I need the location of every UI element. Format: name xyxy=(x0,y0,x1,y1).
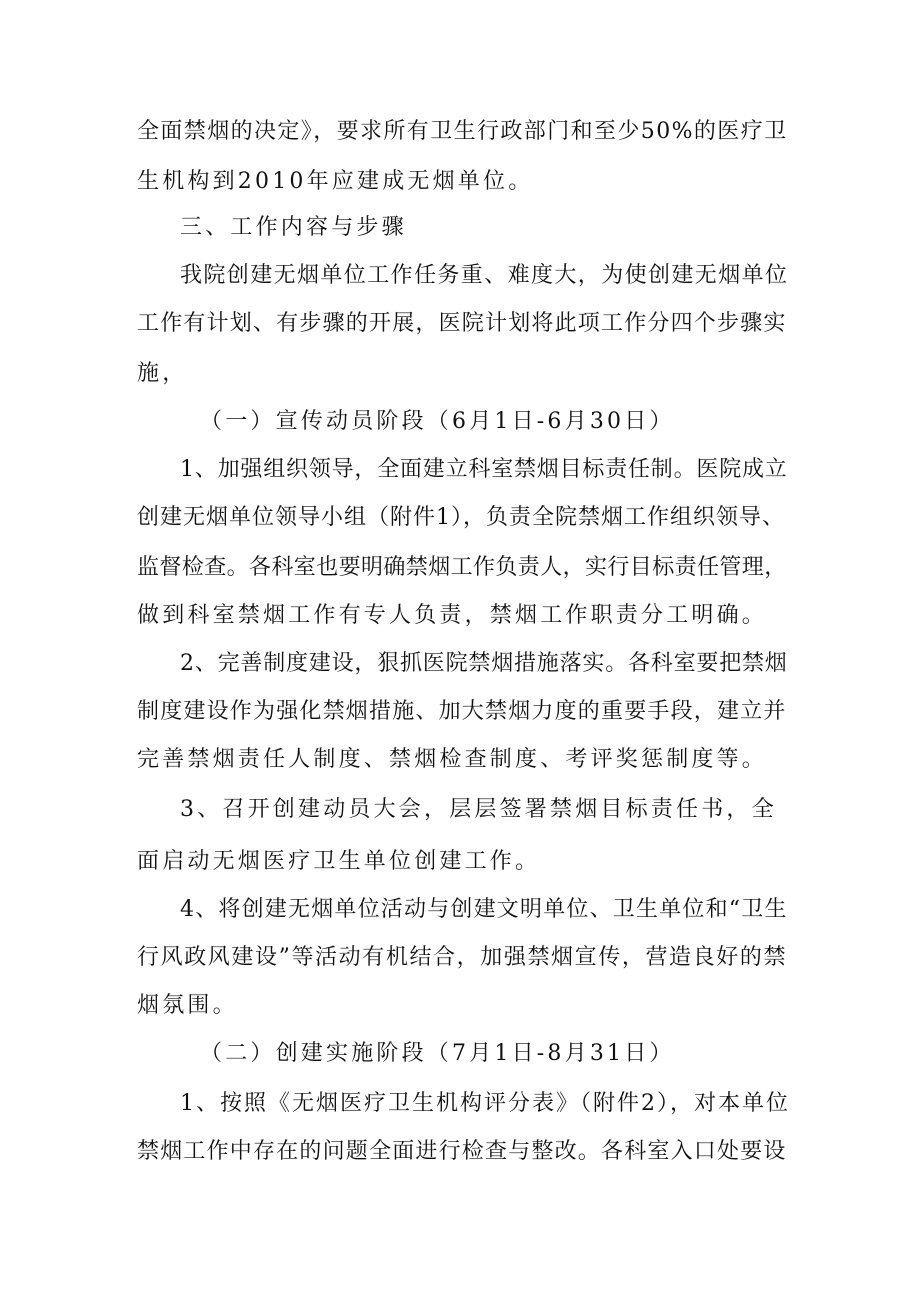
text-line: 制度建设作为强化禁烟措施、加大禁烟力度的重要手段，建立并 xyxy=(137,699,787,724)
text-line: 施， xyxy=(137,361,188,386)
text-line: 2、完善制度建设，狠抓医院禁烟措施落实。各科室要把禁烟 xyxy=(180,651,788,676)
text-line: 4、将创建无烟单位活动与创建文明单位、卫生单位和“卫生 xyxy=(180,897,788,922)
text-line: 生机构到2010年应建成无烟单位。 xyxy=(137,169,534,194)
text-line: 我院创建无烟单位工作任务重、难度大，为使创建无烟单位 xyxy=(180,263,789,288)
subsection-heading: （一）宣传动员阶段（6月1日-6月30日） xyxy=(200,409,675,434)
text-line: 完善禁烟责任人制度、禁烟检查制度、考评奖惩制度等。 xyxy=(137,747,768,772)
text-line: 监督检查。各科室也要明确禁烟工作负责人，实行目标责任管理， xyxy=(137,555,787,580)
text-line: 3、召开创建动员大会，层层签署禁烟目标责任书，全 xyxy=(180,797,777,822)
subsection-heading: （二）创建实施阶段（7月1日-8月31日） xyxy=(200,1041,675,1066)
text-line: 行风政风建设”等活动有机结合，加强禁烟宣传，营造良好的禁 xyxy=(137,945,788,970)
text-line: 工作有计划、有步骤的开展，医院计划将此项工作分四个步骤实 xyxy=(137,311,787,336)
text-line: 面启动无烟医疗卫生单位创建工作。 xyxy=(137,849,541,874)
text-line: 创建无烟单位领导小组（附件1），负责全院禁烟工作组织领导、 xyxy=(137,505,785,530)
text-line: 烟氛围。 xyxy=(137,993,238,1018)
text-line: 禁烟工作中存在的问题全面进行检查与整改。各科室入口处要设 xyxy=(137,1139,787,1164)
text-line: 1、按照《无烟医疗卫生机构评分表》（附件2），对本单位 xyxy=(180,1091,790,1116)
section-heading: 三、工作内容与步骤 xyxy=(180,215,407,240)
text-line: 做到科室禁烟工作有专人负责，禁烟工作职责分工明确。 xyxy=(137,603,768,628)
text-line: 1、加强组织领导，全面建立科室禁烟目标责任制。医院成立 xyxy=(180,457,788,482)
text-line: 全面禁烟的决定》，要求所有卫生行政部门和至少50%的医疗卫 xyxy=(137,119,788,144)
